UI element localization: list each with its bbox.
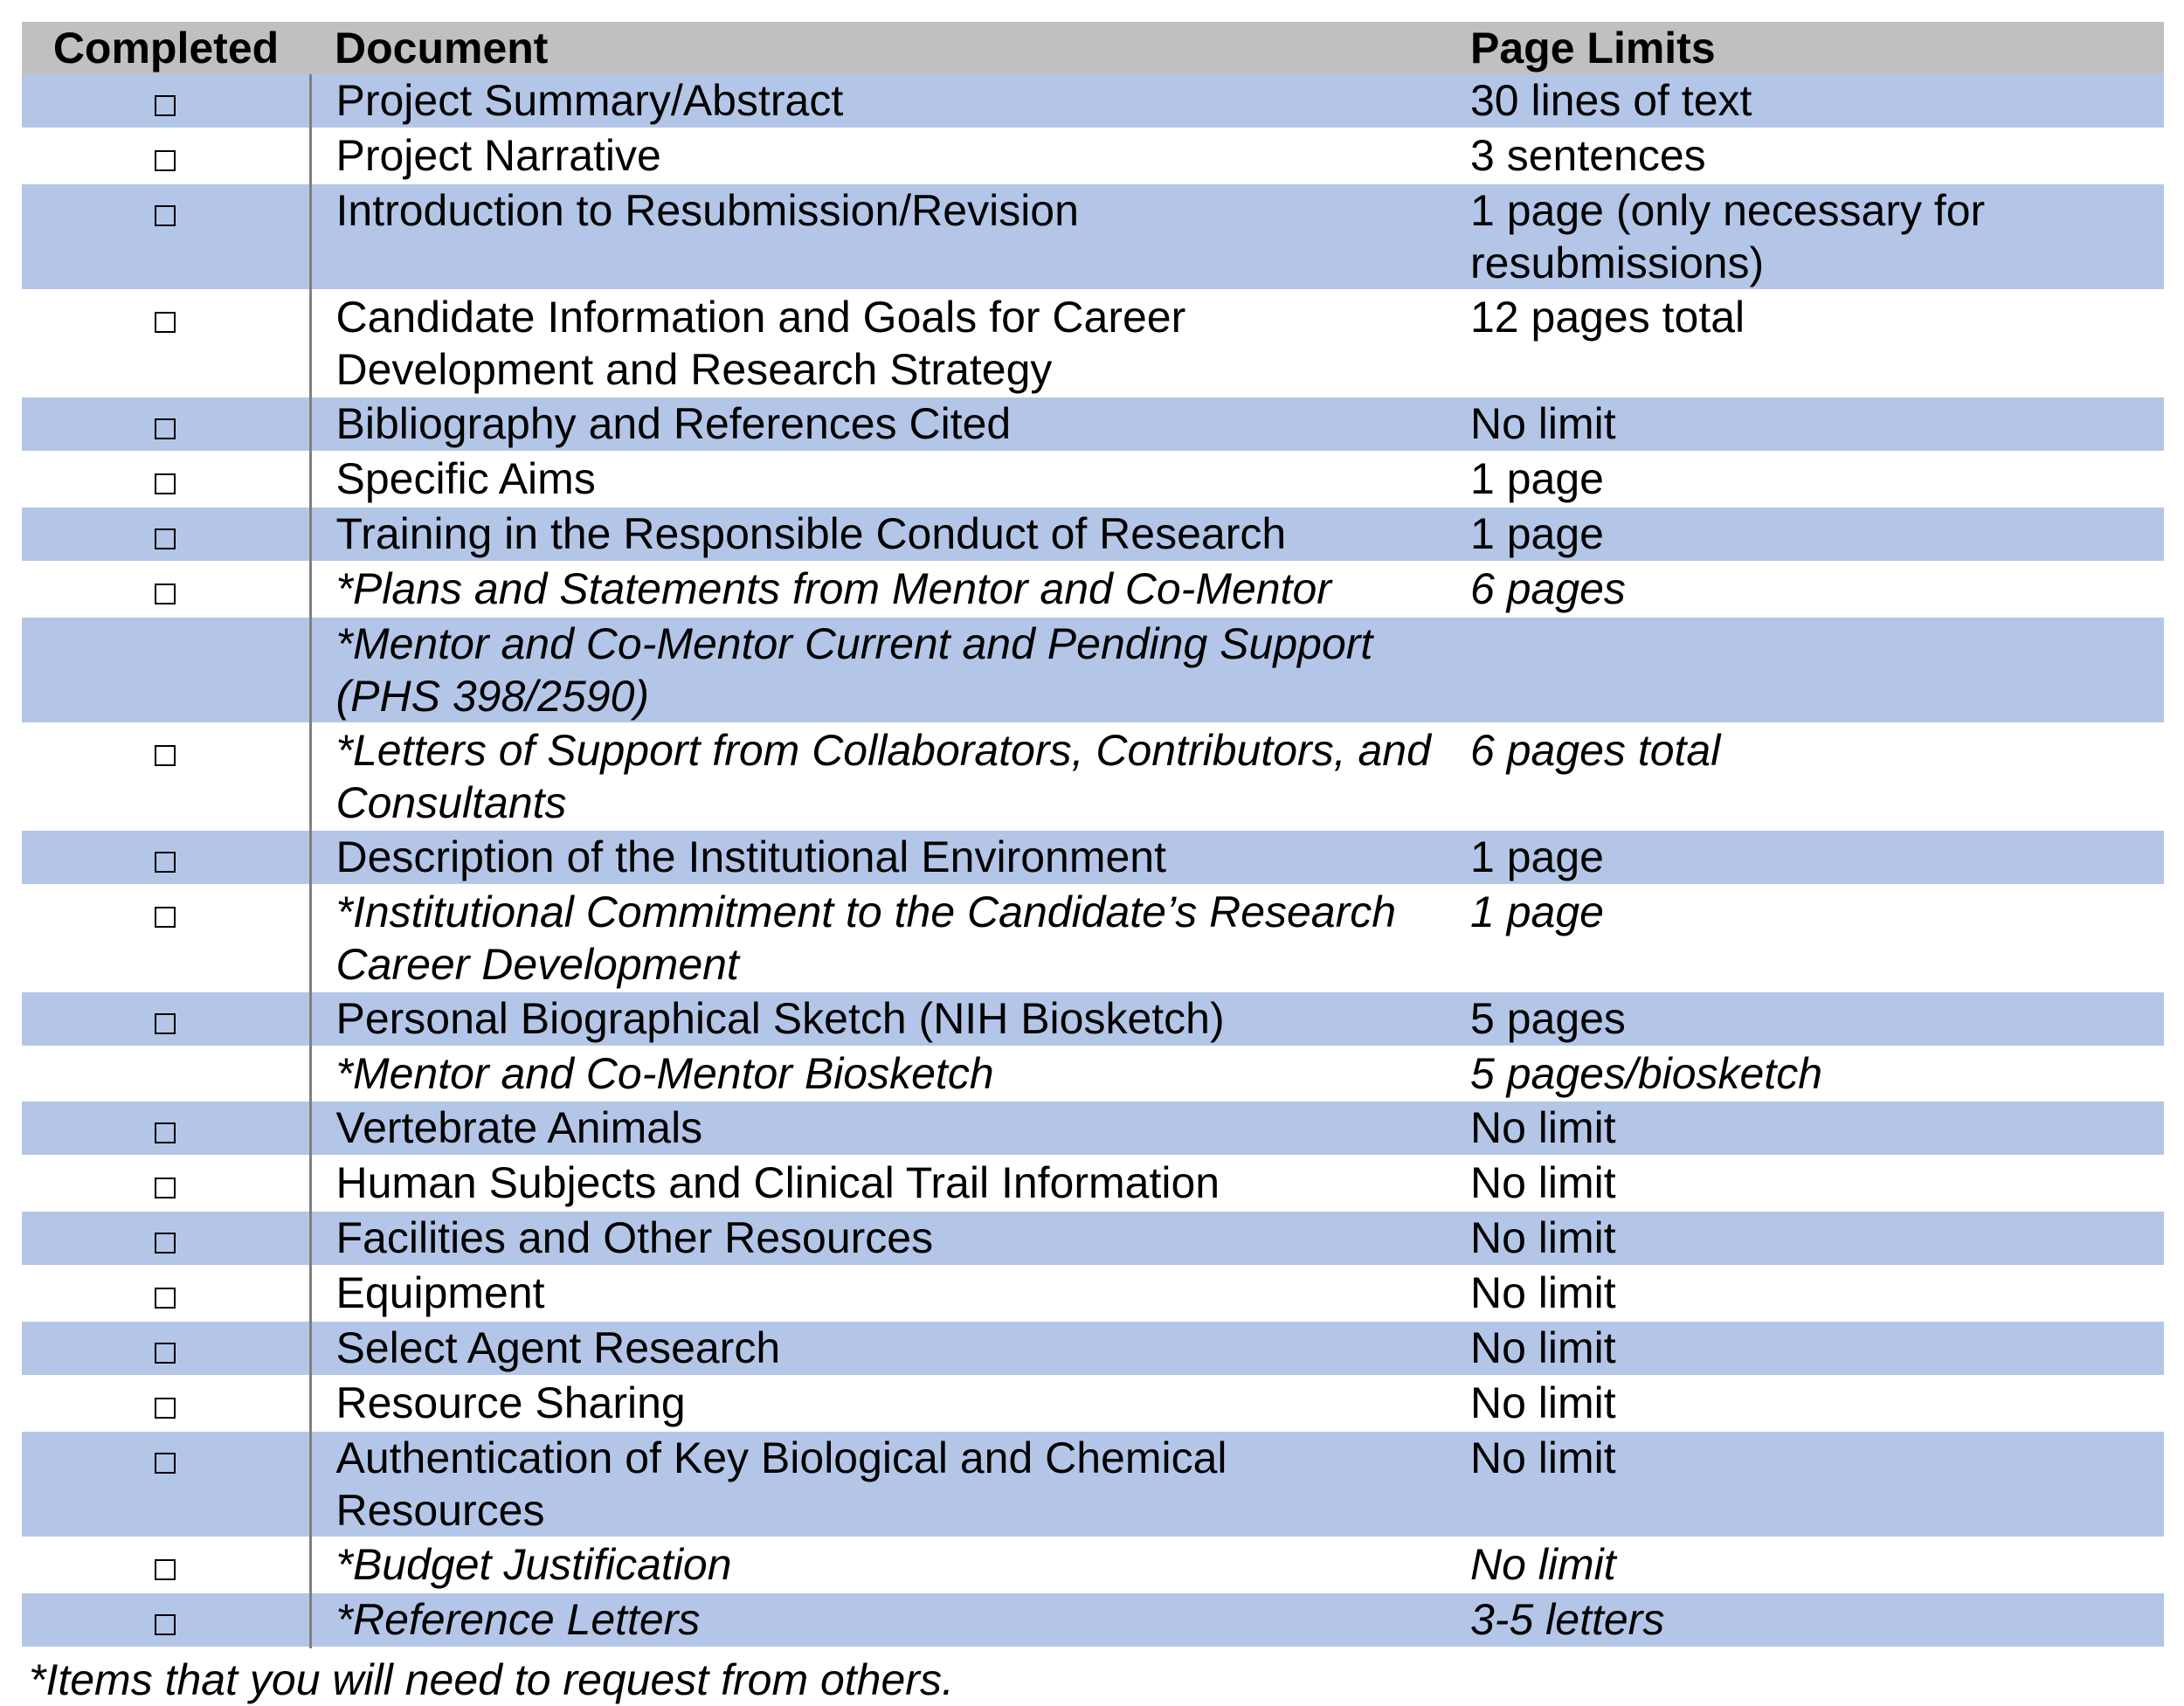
page-limit-cell: 6 pages total (1470, 726, 1721, 775)
table-row (22, 290, 2164, 397)
completed-cell (22, 830, 310, 885)
checkbox-icon[interactable] (155, 205, 176, 226)
table-row (22, 183, 2164, 290)
completed-cell (22, 452, 310, 507)
header-completed: Completed (22, 22, 310, 74)
page-limit-cell: 5 pages (1446, 991, 2164, 1046)
table-row (22, 74, 2164, 128)
completed-cell (22, 397, 310, 452)
document-checklist (22, 22, 2164, 1706)
page-limit-cell: No limit (1446, 1211, 2164, 1266)
page-limit-cell: 3-5 letters (1446, 1592, 2164, 1647)
checkbox-icon[interactable] (155, 1453, 176, 1474)
header-row (22, 22, 2164, 74)
completed-cell (22, 991, 310, 1046)
page-limit-cell: No limit (1470, 1268, 1616, 1317)
document-cell: Resource Sharing (335, 1378, 686, 1427)
table-row (22, 128, 2164, 183)
table-row (22, 1592, 2164, 1647)
checkbox-icon[interactable] (155, 1559, 176, 1580)
completed-cell (22, 290, 310, 397)
checkbox-icon[interactable] (155, 1398, 176, 1419)
document-cell: Introduction to Resubmission/Revision (310, 183, 1446, 290)
document-cell: Specific Aims (335, 454, 596, 503)
document-cell: *Reference Letters (310, 1592, 1446, 1647)
checklist-table (22, 22, 2164, 1648)
document-cell: *Mentor and Co-Mentor Current and Pending Support (PHS 398/2590) (310, 617, 1446, 723)
document-cell: *Institutional Commitment to the Candidate’s Research Career Development (335, 888, 1397, 989)
page-limit-cell: No limit (1446, 1101, 2164, 1156)
table-row (22, 723, 2164, 830)
checkbox-icon[interactable] (155, 150, 176, 171)
table-row (22, 1156, 2164, 1211)
table-row (22, 452, 2164, 507)
completed-cell (22, 128, 310, 183)
checkbox-icon[interactable] (155, 1614, 176, 1635)
document-cell: Project Narrative (335, 131, 661, 180)
page-limit-cell: 1 page (1446, 507, 2164, 562)
document-cell: Training in the Responsible Conduct of Research (310, 507, 1446, 562)
completed-cell (22, 723, 310, 830)
page-limit-cell: 3 sentences (1470, 131, 1706, 180)
completed-cell (22, 1592, 310, 1647)
checkbox-icon[interactable] (155, 1288, 176, 1309)
page-limit-cell: 5 pages/biosketch (1470, 1049, 1823, 1098)
page-limit-cell: No limit (1446, 1321, 2164, 1376)
checkbox-icon[interactable] (155, 852, 176, 873)
table-row (22, 562, 2164, 617)
page-limit-cell: 12 pages total (1470, 293, 1745, 342)
document-cell: Equipment (335, 1268, 545, 1317)
table-row (22, 1376, 2164, 1431)
completed-cell (22, 1156, 310, 1211)
footnote: *Items that you will need to request from others. (29, 1655, 954, 1704)
checkbox-icon[interactable] (155, 1233, 176, 1254)
table-row (22, 397, 2164, 452)
completed-cell (22, 1431, 310, 1537)
checkbox-icon[interactable] (155, 473, 176, 494)
page-limit-cell: 1 page (1446, 830, 2164, 885)
table-row (22, 1321, 2164, 1376)
table-row (22, 1211, 2164, 1266)
checkbox-icon[interactable] (155, 95, 176, 116)
document-cell: Vertebrate Animals (310, 1101, 1446, 1156)
table-row (22, 1431, 2164, 1537)
document-cell: Authentication of Key Biological and Chemical Resources (310, 1431, 1446, 1537)
table-row (22, 617, 2164, 723)
document-cell: *Letters of Support from Collaborators, Contributors, and Consultants (335, 726, 1431, 827)
table-row (22, 1266, 2164, 1321)
table-row (22, 830, 2164, 885)
page-limit-cell: No limit (1446, 1431, 2164, 1537)
completed-cell (22, 74, 310, 128)
document-cell: *Mentor and Co-Mentor Biosketch (335, 1049, 994, 1098)
checkbox-icon[interactable] (155, 528, 176, 549)
document-cell: Facilities and Other Resources (310, 1211, 1446, 1266)
checkbox-icon[interactable] (155, 418, 176, 439)
header-document: Document (310, 22, 1446, 74)
document-cell: Description of the Institutional Environment (310, 830, 1446, 885)
page-limit-cell: No limit (1470, 1540, 1616, 1589)
completed-cell (22, 183, 310, 290)
page-limit-cell: No limit (1446, 397, 2164, 452)
table-row (22, 991, 2164, 1046)
page-limit-cell (1446, 617, 2164, 723)
table-row (22, 507, 2164, 562)
checkbox-icon[interactable] (155, 584, 176, 604)
document-cell: Candidate Information and Goals for Career Development and Research Strategy (335, 293, 1186, 394)
page-limit-cell: 1 page (1470, 454, 1604, 503)
completed-cell (22, 885, 310, 991)
completed-cell (22, 617, 310, 723)
checkbox-icon[interactable] (155, 312, 176, 333)
document-cell: Bibliography and References Cited (310, 397, 1446, 452)
page-limit-cell: 30 lines of text (1446, 74, 2164, 128)
page-limit-cell: No limit (1470, 1378, 1616, 1427)
completed-cell (22, 1537, 310, 1592)
page-limit-cell: 1 page (only necessary for resubmissions) (1446, 183, 2164, 290)
checkbox-icon[interactable] (155, 1122, 176, 1143)
checkbox-icon[interactable] (155, 1343, 176, 1364)
document-cell: Select Agent Research (310, 1321, 1446, 1376)
table-row (22, 885, 2164, 991)
checkbox-icon[interactable] (155, 745, 176, 766)
completed-cell (22, 1046, 310, 1101)
checkbox-icon[interactable] (155, 1178, 176, 1198)
table-row (22, 1101, 2164, 1156)
completed-cell (22, 1211, 310, 1266)
document-cell: *Plans and Statements from Mentor and Co-Mentor (335, 564, 1331, 613)
document-cell: Personal Biographical Sketch (NIH Biosketch) (310, 991, 1446, 1046)
document-cell: *Budget Justification (335, 1540, 732, 1589)
checkbox-icon[interactable] (155, 907, 176, 928)
completed-cell (22, 507, 310, 562)
completed-cell (22, 1101, 310, 1156)
table-row (22, 1046, 2164, 1101)
page-limit-cell: No limit (1470, 1158, 1616, 1207)
checklist-body (22, 74, 2164, 1647)
document-cell: Human Subjects and Clinical Trail Information (335, 1158, 1220, 1207)
checkbox-icon[interactable] (155, 1013, 176, 1034)
completed-cell (22, 1321, 310, 1376)
completed-cell (22, 1376, 310, 1431)
completed-cell (22, 1266, 310, 1321)
document-cell: Project Summary/Abstract (310, 74, 1446, 128)
page-limit-cell: 1 page (1470, 888, 1604, 936)
completed-cell (22, 562, 310, 617)
page-limit-cell: 6 pages (1470, 564, 1626, 613)
header-page-limits: Page Limits (1446, 22, 2164, 74)
table-row (22, 1537, 2164, 1592)
